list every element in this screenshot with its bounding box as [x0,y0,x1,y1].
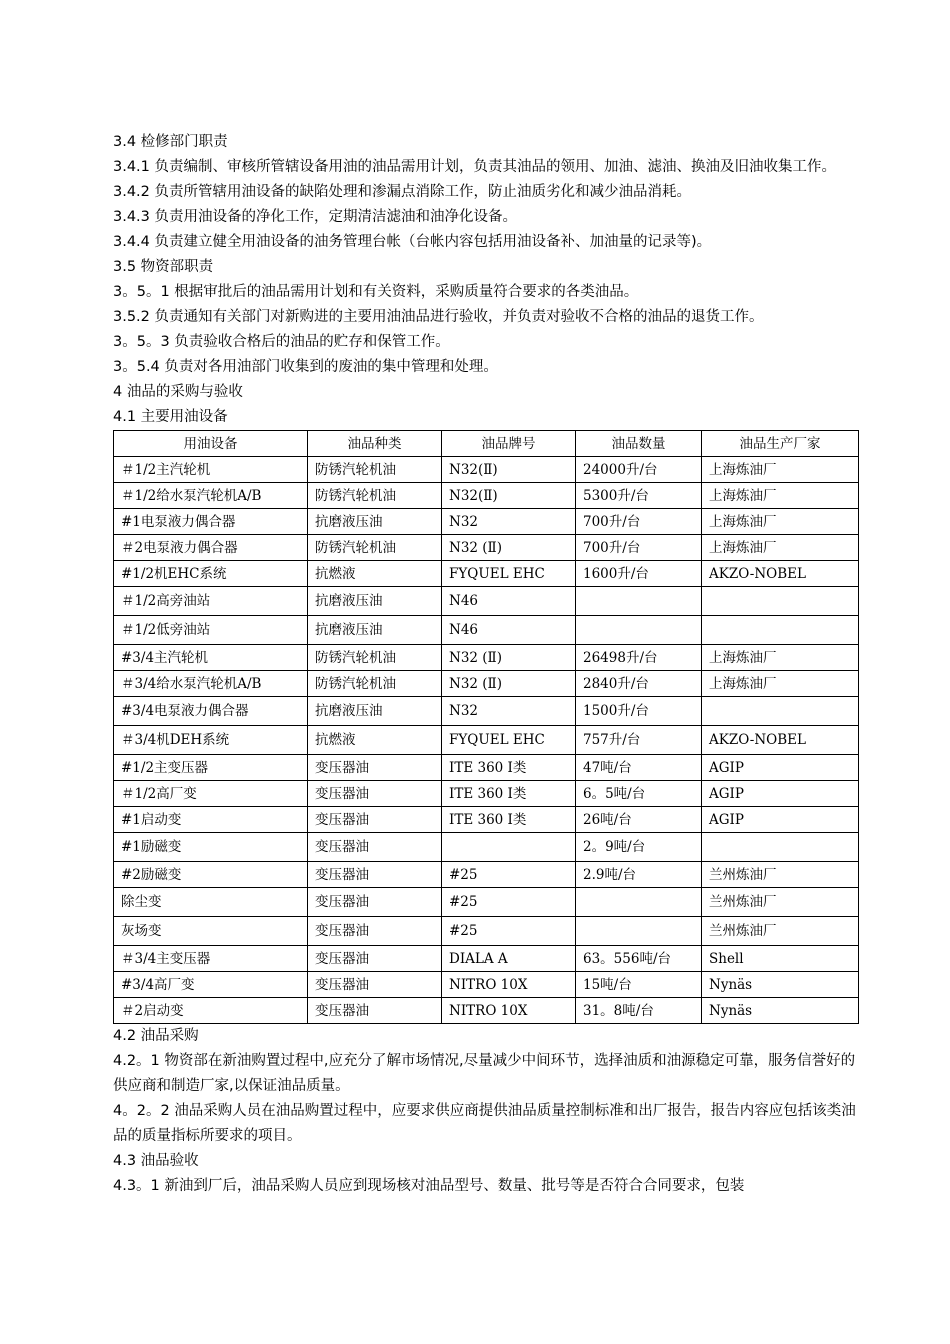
table-cell: 26498升/台 [576,645,702,671]
table-cell: NITRO 10X [442,998,576,1024]
table-cell: 上海炼油厂 [702,483,859,509]
table-cell: 防锈汽轮机油 [308,645,442,671]
table-cell: N46 [442,616,576,645]
table-cell: 1600升/台 [576,561,702,587]
table-cell: N32 [442,697,576,726]
table-cell: 上海炼油厂 [702,535,859,561]
table-cell [702,616,859,645]
table-cell: ITE 360 Ⅰ类 [442,755,576,781]
table-row [114,862,859,888]
table-cell [442,833,576,862]
table-cell: #1励磁变 [114,833,308,862]
table-cell: ＃1/2主汽轮机 [114,457,308,483]
para-3-4-3: 3.4.3 负责用油设备的净化工作，定期清洁滤油和油净化设备。 [113,209,518,225]
table-cell [576,917,702,946]
table-cell: 26吨/台 [576,807,702,833]
table-cell: AGIP [702,755,859,781]
table-cell: 防锈汽轮机油 [308,671,442,697]
para-3-4-4: 3.4.4 负责建立健全用油设备的油务管理台帐（台帐内容包括用油设备补、加油量的记录等)。 [113,234,712,250]
column-header: 油品牌号 [442,431,576,457]
table-cell [576,587,702,616]
table-cell: 抗磨液压油 [308,616,442,645]
table-cell: 2.9吨/台 [576,862,702,888]
table-cell: 兰州炼油厂 [702,917,859,946]
table-cell: 抗燃液 [308,561,442,587]
table-row [114,697,859,726]
table-cell: #25 [442,888,576,917]
para-3-5-4: 3。5.4 负责对各用油部门收集到的废油的集中管理和处理。 [113,359,498,375]
table-cell: N46 [442,587,576,616]
table-cell: #1电泵液力偶合器 [114,509,308,535]
table-row [114,587,859,616]
section-4-heading: 4 油品的采购与验收 [113,384,243,400]
table-cell: ＃1/2高旁油站 [114,587,308,616]
table-cell: Nynäs [702,972,859,998]
table-cell: N32 (Ⅱ) [442,671,576,697]
table-cell: 变压器油 [308,946,442,972]
table-cell: 24000升/台 [576,457,702,483]
table-cell: #3/4高厂变 [114,972,308,998]
table-cell: 变压器油 [308,888,442,917]
para-4-2-1: 4.2。1 物资部在新油购置过程中,应充分了解市场情况,尽量减少中间环节，选择油质和油源稳定可靠，服务信誉好的供应商和制造厂家,以保证油品质量。 [113,1053,856,1094]
table-cell: 防锈汽轮机油 [308,535,442,561]
table-row [114,972,859,998]
para-3-5-3: 3。5。3 负责验收合格后的油品的贮存和保管工作。 [113,334,450,350]
table-cell: 防锈汽轮机油 [308,457,442,483]
table-cell: 灰场变 [114,917,308,946]
table-cell: #3/4主汽轮机 [114,645,308,671]
para-4-3-1: 4.3。1 新油到厂后，油品采购人员应到现场核对油品型号、数量、批号等是否符合合同要求，包装 [113,1178,745,1194]
para-3-5-2: 3.5.2 负责通知有关部门对新购进的主要用油油品进行验收，并负责对验收不合格的油品的退货工作。 [113,309,764,325]
table-cell: #25 [442,862,576,888]
table-row [114,457,859,483]
table-cell: 2840升/台 [576,671,702,697]
section-4-3-heading: 4.3 油品验收 [113,1153,199,1169]
table-cell: FYQUEL EHC [442,561,576,587]
table-cell: ＃1/2低旁油站 [114,616,308,645]
table-cell: #1启动变 [114,807,308,833]
table-cell: 31。8吨/台 [576,998,702,1024]
table-row [114,998,859,1024]
table-header-row [114,431,859,457]
table-cell: ＃3/4机DEH系统 [114,726,308,755]
column-header: 油品种类 [308,431,442,457]
table-row [114,561,859,587]
table-cell: 抗磨液压油 [308,697,442,726]
table-cell: 757升/台 [576,726,702,755]
table-cell [576,888,702,917]
table-cell: Shell [702,946,859,972]
table-cell [576,616,702,645]
column-header: 油品生产厂家 [702,431,859,457]
table-cell: 6。5吨/台 [576,781,702,807]
document-page [113,130,863,1199]
table-cell [702,587,859,616]
table-row [114,726,859,755]
table-cell: 47吨/台 [576,755,702,781]
table-cell: 700升/台 [576,509,702,535]
table-cell: 抗磨液压油 [308,509,442,535]
table-cell: 变压器油 [308,781,442,807]
table-cell: Nynäs [702,998,859,1024]
table-cell: 抗燃液 [308,726,442,755]
table-row [114,671,859,697]
table-cell: ITE 360 Ⅰ类 [442,807,576,833]
table-cell: 5300升/台 [576,483,702,509]
table-cell [702,833,859,862]
table-row [114,946,859,972]
table-cell: #3/4电泵液力偶合器 [114,697,308,726]
table-cell: 变压器油 [308,998,442,1024]
table-row [114,535,859,561]
table-cell: #25 [442,917,576,946]
table-cell: 兰州炼油厂 [702,862,859,888]
table-cell: AKZO-NOBEL [702,561,859,587]
table-cell: N32(Ⅱ) [442,483,576,509]
para-3-5-1: 3。5。1 根据审批后的油品需用计划和有关资料，采购质量符合要求的各类油品。 [113,284,639,300]
table-row [114,833,859,862]
oil-equipment-table [113,430,859,1024]
table-cell: 变压器油 [308,862,442,888]
table-cell: 上海炼油厂 [702,671,859,697]
table-row [114,781,859,807]
table-cell: ＃2电泵液力偶合器 [114,535,308,561]
column-header: 油品数量 [576,431,702,457]
table-cell: NITRO 10X [442,972,576,998]
section-3-5-heading: 3.5 物资部职责 [113,259,214,275]
table-cell: 上海炼油厂 [702,509,859,535]
table-row [114,645,859,671]
table-cell: 上海炼油厂 [702,645,859,671]
table-cell: ＃1/2高厂变 [114,781,308,807]
table-cell: 防锈汽轮机油 [308,483,442,509]
table-row [114,509,859,535]
section-3-4-heading: 3.4 检修部门职责 [113,134,228,150]
table-cell: ＃3/4主变压器 [114,946,308,972]
table-cell: 变压器油 [308,807,442,833]
section-4-1-heading: 4.1 主要用油设备 [113,409,228,425]
table-cell: ＃2启动变 [114,998,308,1024]
table-cell: 变压器油 [308,917,442,946]
table-cell: 15吨/台 [576,972,702,998]
table-cell: 2。9吨/台 [576,833,702,862]
table-cell: AKZO-NOBEL [702,726,859,755]
table-cell: 63。556吨/台 [576,946,702,972]
column-header: 用油设备 [114,431,308,457]
table-row [114,483,859,509]
table-cell: ＃3/4给水泵汽轮机A/B [114,671,308,697]
table-cell: 兰州炼油厂 [702,888,859,917]
table-cell: ＃1/2给水泵汽轮机A/B [114,483,308,509]
table-row [114,807,859,833]
section-4-2-heading: 4.2 油品采购 [113,1028,199,1044]
para-3-4-1: 3.4.1 负责编制、审核所管辖设备用油的油品需用计划，负责其油品的领用、加油、滤油、换油及旧油收集工作。 [113,159,836,175]
table-cell: 1500升/台 [576,697,702,726]
table-body [114,457,859,1024]
table-cell: 上海炼油厂 [702,457,859,483]
table-cell: #1/2主变压器 [114,755,308,781]
table-row [114,888,859,917]
table-cell: AGIP [702,781,859,807]
para-4-2-2: 4。2。2 油品采购人员在油品购置过程中，应要求供应商提供油品质量控制标准和出厂报告，报告内容应包括该类油品的质量指标所要求的项目。 [113,1103,856,1144]
table-cell: N32 (Ⅱ) [442,645,576,671]
table-cell: FYQUEL EHC [442,726,576,755]
table-cell: 变压器油 [308,972,442,998]
para-3-4-2: 3.4.2 负责所管辖用油设备的缺陷处理和渗漏点消除工作，防止油质劣化和减少油品消耗。 [113,184,691,200]
table-cell: AGIP [702,807,859,833]
table-cell: DIALA A [442,946,576,972]
table-row [114,755,859,781]
table-cell [702,697,859,726]
table-cell: 除尘变 [114,888,308,917]
table-cell: #1/2机EHC系统 [114,561,308,587]
table-cell: 抗磨液压油 [308,587,442,616]
table-cell: 变压器油 [308,833,442,862]
table-cell: 变压器油 [308,755,442,781]
table-cell: N32 (Ⅱ) [442,535,576,561]
table-cell: #2励磁变 [114,862,308,888]
table-cell: 700升/台 [576,535,702,561]
table-cell: N32(Ⅱ) [442,457,576,483]
table-row [114,616,859,645]
table-cell: N32 [442,509,576,535]
table-row [114,917,859,946]
table-cell: ITE 360 Ⅰ类 [442,781,576,807]
